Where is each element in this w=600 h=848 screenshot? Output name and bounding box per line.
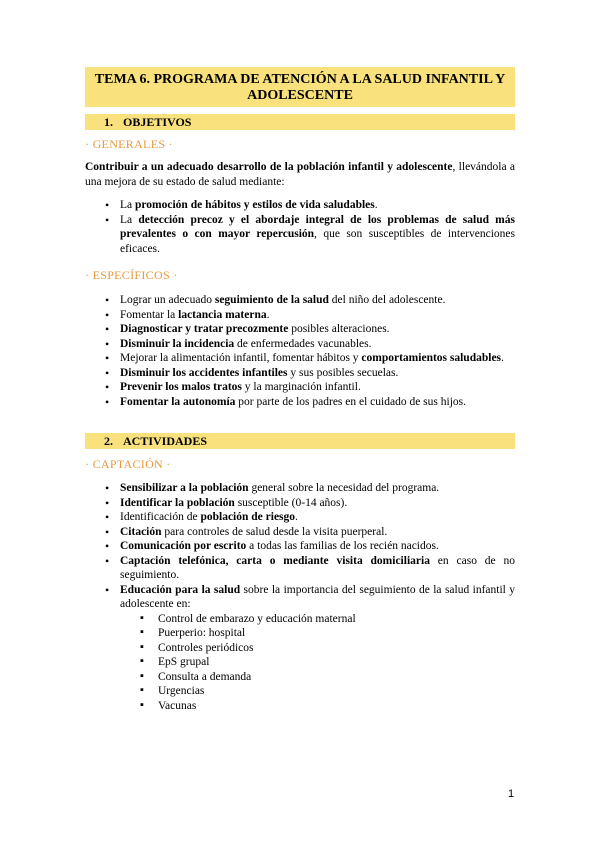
sub-list-item: ▪ Control de embarazo y educación maternal [120,612,515,627]
section-number: 2. [104,434,113,448]
list-item: • Fomentar la autonomía por parte de los padres en el cuidado de sus hijos. [85,395,515,410]
sub-list-item: ▪ Controles periódicos [120,641,515,656]
section-label: ACTIVIDADES [123,434,208,448]
document-title [85,67,515,107]
subheading-especificos: · ESPECÍFICOS · [85,268,178,282]
list-item: • Diagnosticar y tratar precozmente posibles alteraciones. [85,322,515,337]
intro-rest: , llevándola a una mejora de su estado de salud mediante: [85,161,515,188]
sub-list-item: ▪ Consulta a demanda [120,670,515,685]
section-actividades [85,433,515,449]
intro-bold: Contribuir a un adecuado desarrollo de la población infantil y adolescente [85,161,453,173]
list-item: • Comunicación por escrito a todas las familias de los recién nacidos. [85,539,515,554]
list-item: • Mejorar la alimentación infantil, fomentar hábitos y comportamientos saludables. [85,351,515,366]
list-item: • Captación telefónica, carta o mediante visita domiciliaria en caso de no seguimiento. [85,554,515,583]
page-number: 1 [508,788,515,800]
list-item: • Disminuir los accidentes infantiles y sus posibles secuelas. [85,366,515,381]
list-item: • Disminuir la incidencia de enfermedades vacunables. [85,337,515,352]
sub-list-item: ▪ Puerperio: hospital [120,626,515,641]
list-item: • Identificar la población susceptible (0-14 años). [85,496,515,511]
title-line-2: ADOLESCENTE [247,88,353,103]
sub-list-item: ▪ EpS grupal [120,655,515,670]
section-number: 1. [104,115,113,129]
subheading-generales: · GENERALES · [85,137,173,151]
subheading-captacion: · CAPTACIÓN · [85,457,171,471]
list-item: • Fomentar la lactancia materna. [85,308,515,323]
especificos-list [85,293,515,409]
list-item: • Prevenir los malos tratos y la marginación infantil. [85,380,515,395]
list-item: • Lograr un adecuado seguimiento de la salud del niño del adolescente. [85,293,515,308]
list-item: • Sensibilizar a la población general sobre la necesidad del programa. [85,481,515,496]
sub-list-item: ▪ Vacunas [120,699,515,714]
section-label: OBJETIVOS [123,115,192,129]
list-item: • Citación para controles de salud desde la visita puerperal. [85,525,515,540]
generales-intro [85,160,515,190]
sub-list-item: ▪ Urgencias [120,684,515,699]
list-item: • Identificación de población de riesgo. [85,510,515,525]
section-objetivos [85,114,515,130]
captacion-sublist [120,612,515,714]
title-line-1: TEMA 6. PROGRAMA DE ATENCIÓN A LA SALUD INFANTIL Y [94,72,506,87]
list-item: • Educación para la salud sobre la importancia del seguimiento de la salud infantil y adolescente en: ▪ Control de embarazo y educación maternal ▪ Puerperio: hospital ▪ Controles periódicos ▪ EpS grupal ▪ Consulta a demanda ▪ Urgencias ▪ Vacunas [85,583,515,714]
list-item: • La detección precoz y el abordaje integral de los problemas de salud más prevalentes o con mayor repercusión, que son susceptibles de intervenciones eficaces. [85,213,515,257]
captacion-list [85,481,515,713]
list-item: • La promoción de hábitos y estilos de vida saludables. [85,198,515,213]
generales-list [85,198,515,256]
